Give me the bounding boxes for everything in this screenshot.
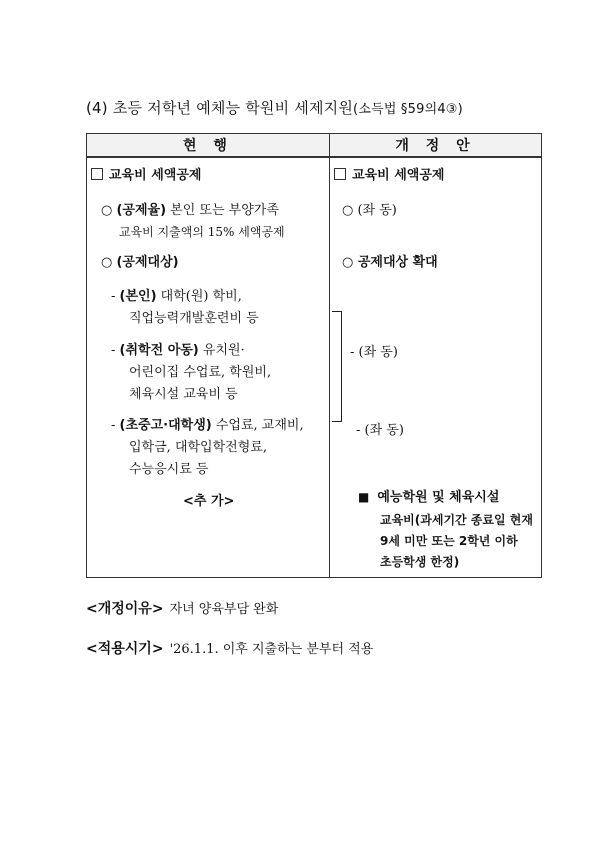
current-sub-student: - (초중고·대학생) 수업료, 교재비, [111, 418, 304, 433]
apply-label: <적용시기> [86, 641, 164, 657]
revised-new-line4: 초등학생 한정) [380, 555, 460, 569]
checkbox-square-icon [91, 168, 103, 180]
current-sub-preschool-line3: 체육시설 교육비 등 [129, 387, 238, 402]
effective-date [86, 638, 373, 658]
current-sub-preschool-line2: 어린이집 수업료, 학원비, [129, 365, 272, 380]
revised-same-student: - (좌 동) [356, 423, 404, 438]
header-revised: 개 정 안 [330, 134, 542, 158]
current-item-rate-line2: 교육비 지출액의 15% 세액공제 [119, 225, 285, 239]
revision-reason [86, 598, 278, 618]
current-sub-self-line2: 직업능력개발훈련비 등 [129, 311, 259, 326]
grouping-bracket [332, 311, 342, 422]
revised-section-title: 교육비 세액공제 [334, 165, 444, 186]
current-sub-student-line2: 입학금, 대학입학전형료, [129, 440, 267, 455]
circle-bullet: ○ [101, 203, 113, 218]
current-sub-preschool: - (취학전 아동) 유치원· [111, 343, 245, 358]
rate-text: 본인 또는 부양가족 [166, 203, 279, 218]
target-label: (공제대상) [116, 255, 179, 270]
checkbox-square-icon [334, 168, 346, 180]
current-item-rate [101, 200, 279, 221]
revised-same-sub: - (좌 동) [350, 345, 398, 360]
revised-new-item: ■ 예능학원 및 체육시설 [358, 490, 500, 505]
revised-new-line3: 9세 미만 또는 2학년 이하 [380, 534, 518, 548]
square-bullet-icon: ■ [358, 490, 370, 504]
section-heading [86, 97, 463, 118]
current-sub-student-line3: 수능응시료 등 [129, 462, 209, 477]
current-item-target [101, 252, 179, 273]
heading-title: (4) 초등 저학년 예체능 학원비 세제지원 [86, 99, 354, 117]
revised-same-rate: ○ (좌 동) [342, 203, 397, 218]
current-added-marker: <추 가> [183, 494, 235, 509]
revised-target-expanded: ○ 공제대상 확대 [342, 255, 438, 270]
reason-label: <개정이유> [86, 601, 164, 617]
comparison-table [86, 133, 542, 578]
revised-column [330, 157, 542, 578]
rate-label: (공제율) [116, 203, 167, 218]
current-sub-self: - (본인) 대학(원) 학비, [111, 289, 242, 304]
heading-law-ref: (소득법 §59의4③) [353, 102, 463, 117]
revised-new-line2: 교육비(과세기간 종료일 현재 [380, 513, 533, 527]
circle-bullet: ○ [101, 255, 113, 270]
current-column [87, 157, 330, 578]
reason-text: 자녀 양육부담 완화 [169, 602, 279, 617]
current-section-title: 교육비 세액공제 [91, 165, 201, 186]
header-current: 현 행 [87, 134, 330, 158]
apply-text: '26.1.1. 이후 지출하는 분부터 적용 [169, 642, 374, 657]
